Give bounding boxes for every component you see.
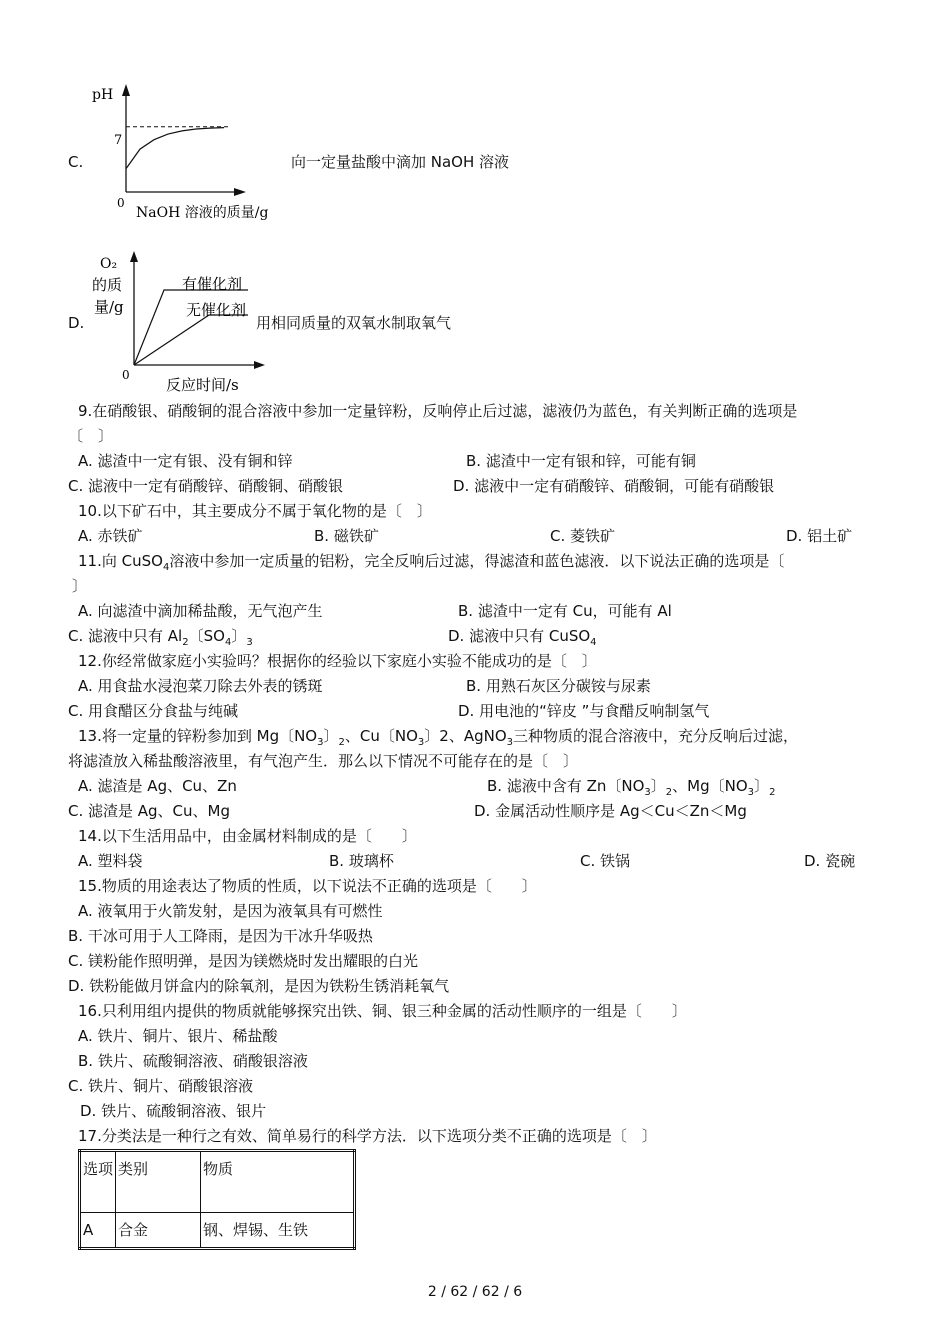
ph-y-label: pH: [92, 87, 114, 103]
table-header-cell: 物质: [201, 1151, 355, 1213]
q14-option-b: B. 玻璃杯: [329, 852, 394, 870]
o2-y-label-line1: O₂: [100, 256, 118, 272]
q9-option-d: D. 滤液中一定有硝酸锌、硝酸铜，可能有硝酸银: [453, 477, 775, 495]
q11-stem: 11.向 CuSO$_4$溶液中参加一定质量的铝粉，完全反响后过滤，得滤渣和蓝色滤液．以下说法正确的选项是〔: [78, 552, 785, 573]
option-c-desc: 向一定量盐酸中滴加 NaOH 溶液: [291, 153, 510, 171]
o2-x-label: 反应时间/s: [166, 376, 239, 393]
q12-stem: 12.你经常做家庭小实验吗？根据你的经验以下家庭小实验不能成功的是〔 〕: [78, 652, 597, 670]
q13-option-c: C. 滤渣是 Ag、Cu、Mg: [68, 802, 231, 820]
q9-option-b: B. 滤渣中一定有银和锌，可能有铜: [466, 452, 696, 470]
q11-option-a: A. 向滤渣中滴加稀盐酸，无气泡产生: [78, 602, 323, 620]
q12-option-d: D. 用电池的“锌皮 ”与食醋反响制氢气: [458, 702, 710, 720]
o2-legend-with-catalyst: 有催化剂: [182, 275, 243, 293]
q10-option-b: B. 磁铁矿: [314, 527, 379, 545]
q10-option-a: A. 赤铁矿: [78, 527, 143, 545]
q16-stem: 16.只利用组内提供的物质就能够探究出铁、铜、银三种金属的活动性顺序的一组是〔 〕: [78, 1002, 687, 1020]
q13-option-b: B. 滤液中含有 Zn〔$NO_3$〕$_2$、Mg〔$NO_3$〕$_2$: [487, 777, 776, 798]
q10-stem: 10.以下矿石中，其主要成分不属于氧化物的是〔 〕: [78, 502, 432, 520]
option-d-desc: 用相同质量的双氧水制取氧气: [256, 314, 452, 332]
q10-option-c: C. 菱铁矿: [550, 527, 616, 545]
table-header-row: [80, 1151, 355, 1213]
ph-chart: [86, 80, 296, 225]
table-cell: 合金: [116, 1213, 201, 1249]
q10-option-d: D. 铝土矿: [786, 527, 853, 545]
table-header-cell: 类别: [116, 1151, 201, 1213]
q16-option-b: B. 铁片、硫酸铜溶液、硝酸银溶液: [78, 1052, 308, 1070]
q14-option-d: D. 瓷碗: [804, 852, 856, 870]
q13-stem: 13.将一定量的锌粉参加到 Mg〔$NO_3$〕$_2$、Cu〔$NO_3$〕2、AgNO$_3$三种物质的混合溶液中，充分反响后过滤，: [78, 727, 799, 748]
q16-option-c: C. 铁片、铜片、硝酸银溶液: [68, 1077, 254, 1095]
q13-option-a: A. 滤渣是 Ag、Cu、Zn: [78, 777, 237, 795]
q15-stem: 15.物质的用途表达了物质的性质，以下说法不正确的选项是〔 〕: [78, 877, 537, 895]
o2-y-arrow: [130, 251, 138, 262]
o2-origin-label: 0: [122, 368, 130, 382]
q12-option-c: C. 用食醋区分食盐与纯碱: [68, 702, 239, 720]
o2-legend-without-catalyst: 无催化剂: [186, 301, 247, 319]
option-c-letter: C.: [68, 153, 84, 171]
q11-option-c: C. 滤液中只有 $Al_2$〔$SO_4$〕$_3$: [68, 627, 253, 648]
page-number: 2 / 62 / 62 / 6: [427, 1284, 523, 1300]
table-row: [80, 1213, 355, 1249]
o2-y-label-line2: 的质: [92, 276, 123, 294]
q16-option-d: D. 铁片、硫酸铜溶液、银片: [80, 1102, 267, 1120]
q12-option-a: A. 用食盐水浸泡菜刀除去外表的锈斑: [78, 677, 323, 695]
q9-stem-bracket: 〔 〕: [68, 427, 114, 445]
q11-option-b: B. 滤渣中一定有 Cu，可能有 Al: [458, 602, 672, 620]
o2-y-label-line3: 量/g: [94, 298, 124, 316]
q13-option-d: D. 金属活动性顺序是 Ag＜Cu＜Zn＜Mg: [474, 802, 747, 820]
q15-option-c: C. 镁粉能作照明弹，是因为镁燃烧时发出耀眼的白光: [68, 952, 419, 970]
ph-series-line: [126, 128, 224, 169]
ph-x-arrow: [234, 188, 246, 196]
q14-option-a: A. 塑料袋: [78, 852, 143, 870]
q9-stem: 9.在硝酸银、硝酸铜的混合溶液中参加一定量锌粉，反响停止后过滤，滤液仍为蓝色，有关判断正确的选项是: [78, 402, 798, 420]
q9-option-a: A. 滤渣中一定有银、没有铜和锌: [78, 452, 293, 470]
q13-stem-line2: 将滤渣放入稀盐酸溶液里，有气泡产生．那么以下情况不可能存在的是〔 〕: [68, 752, 579, 770]
o2-chart: [88, 248, 268, 393]
table-header-cell: 选项: [80, 1151, 116, 1213]
q15-option-d: D. 铁粉能做月饼盒内的除氧剂，是因为铁粉生锈消耗氧气: [68, 977, 450, 995]
table-cell: 钢、焊锡、生铁: [201, 1213, 355, 1249]
ph-origin-label: 0: [117, 196, 125, 210]
ph-x-label: NaOH 溶液的质量/g: [136, 205, 269, 221]
table-cell: A: [80, 1213, 116, 1249]
o2-x-arrow: [254, 361, 265, 369]
q9-option-c: C. 滤液中一定有硝酸锌、硝酸铜、硝酸银: [68, 477, 344, 495]
q15-option-b: B. 干冰可用于人工降雨，是因为干冰升华吸热: [68, 927, 373, 945]
ph-ref-label: 7: [114, 133, 123, 148]
q17-stem: 17.分类法是一种行之有效、简单易行的科学方法．以下选项分类不正确的选项是〔 〕: [78, 1127, 657, 1145]
q12-option-b: B. 用熟石灰区分碳铵与尿素: [466, 677, 651, 695]
classification-table: [78, 1149, 356, 1250]
q11-option-d: D. 滤液中只有 CuSO$_4$: [448, 627, 597, 648]
option-d-letter: D.: [68, 314, 85, 332]
q14-option-c: C. 铁锅: [580, 852, 631, 870]
q14-stem: 14.以下生活用品中，由金属材料制成的是〔 〕: [78, 827, 417, 845]
q15-option-a: A. 液氧用于火箭发射，是因为液氧具有可燃性: [78, 902, 383, 920]
q11-stem-bracket: 〕: [72, 577, 88, 595]
q16-option-a: A. 铁片、铜片、银片、稀盐酸: [78, 1027, 278, 1045]
ph-y-arrow: [122, 84, 130, 96]
